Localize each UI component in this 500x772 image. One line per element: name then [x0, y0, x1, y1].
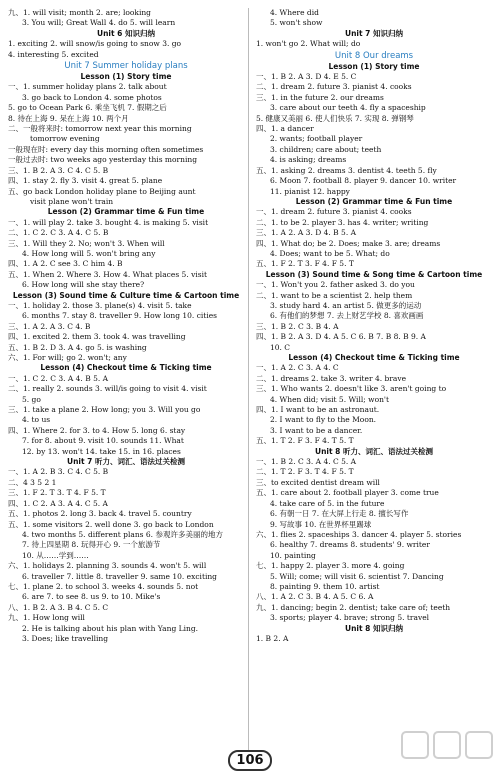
answer-line: 九、1. How long will — [8, 613, 85, 623]
answer-line: 1. won't go 2. What will; do — [256, 39, 361, 49]
answer-line: 二、1. dream 2. future 3. pianist 4. cooks — [256, 82, 412, 92]
section-heading: Unit 8 知识归纳 — [344, 623, 404, 633]
section-heading: Lesson (3) Sound time & Song time & Cartoon time — [265, 269, 483, 279]
answer-line: 1. B 2. A — [256, 633, 289, 643]
answer-line: 五、1. care about 2. football player 3. come true — [256, 488, 439, 498]
answer-line: 二、1. T 2. F 3. T 4. F 5. T — [256, 467, 354, 477]
answer-line: 一般过去时: two weeks ago yesterday this morning — [8, 155, 197, 165]
answer-line: 4. Does; want to be 5. What; do — [270, 248, 390, 258]
answer-line: 6. months 7. stay 8. traveller 9. How long 10. cities — [22, 311, 217, 321]
page-number — [228, 750, 272, 771]
answer-line: 4. is asking; dreams — [270, 155, 347, 165]
answer-line: 4. How long will 5. won't bring any — [22, 248, 156, 258]
answer-line: 4. to us — [22, 415, 51, 425]
answer-line: 三、1. take a plane 2. How long; you 3. Will you go — [8, 405, 201, 415]
answer-line: 五、1. some visitors 2. well done 3. go back to London — [8, 519, 214, 529]
answer-line: 四、1. I want to be an astronaut. — [256, 405, 380, 415]
unit-title: Unit 8 Our dreams — [334, 50, 414, 61]
page-number-text: 106 — [228, 750, 271, 771]
answer-line: 五、1. F 2. T 3. F 4. F 5. T — [256, 259, 354, 269]
answer-line: 六、1. For will; go 2. won't; any — [8, 353, 127, 362]
answer-line: 5. won't show — [270, 18, 323, 28]
unit-title: Unit 7 Summer holiday plans — [64, 61, 188, 72]
answer-line: 一、1. holiday 2. those 3. plane(s) 4. visit 5. take — [8, 300, 192, 310]
answer-line: 3. children; care about; teeth — [270, 144, 382, 154]
answer-line: 1. exciting 2. will snow/is going to snow 3. go — [8, 39, 182, 49]
answer-line: 6. are 7. to see 8. us 9. to 10. Mike's — [22, 592, 161, 602]
answer-line: 五、1. asking 2. dreams 3. dentist 4. teeth 5. fly — [256, 165, 437, 175]
answer-line: 三、1. B 2. C 3. B 4. A — [256, 321, 339, 331]
answer-line: 10. C — [270, 342, 291, 352]
answer-line: 4. Where did — [270, 8, 319, 17]
answer-line: 12. by 13. won't 14. take 15. in 16. places — [22, 446, 181, 456]
answer-line: 四、1. B 2. A 3. D 4. A 5. C 6. B 7. B 8. B 9. A — [256, 332, 426, 342]
answer-line: 一般现在时: every day this morning often sometimes — [8, 144, 204, 154]
answer-line: 四、1. excited 2. them 3. took 4. was travelling — [8, 332, 186, 342]
answer-line: 一、1. A 2. B 3. C 4. C 5. B — [8, 467, 109, 477]
answer-line: 6. 有他们的梦想 7. 去上财艺学校 8. 喜欢画画 — [270, 311, 424, 321]
answer-line: 3. You will; Great Wall 4. do 5. will learn — [22, 18, 176, 28]
section-heading: Unit 7 听力、词汇、语法过关检测 — [66, 457, 186, 467]
answer-line: 3. sports; player 4. brave; strong 5. travel — [270, 613, 430, 623]
answer-line: 11. pianist 12. happy — [270, 186, 350, 196]
answer-line: 6. Moon 7. football 8. player 9. dancer 10. writer — [270, 176, 457, 186]
answer-line: 三、1. F 2. T 3. T 4. F 5. T — [8, 488, 106, 498]
answer-line: 六、1. flies 2. spaceships 3. dancer 4. player 5. stories — [256, 529, 462, 539]
answer-line: 3. Does; like travelling — [22, 633, 109, 643]
answer-line: 三、1. A 2. A 3. C 4. B — [8, 321, 91, 331]
answer-line: 二、4 3 5 2 1 — [8, 477, 57, 487]
section-heading: Lesson (4) Checkout time & Ticking time — [288, 353, 460, 362]
section-heading: Lesson (3) Sound time & Culture time & Cartoon time — [12, 290, 240, 300]
answer-line: 五、1. When 2. Where 3. How 4. What places 5. visit — [8, 269, 207, 279]
answer-line: 2. I want to fly to the Moon. — [270, 415, 377, 425]
answer-line: 一、1. summer holiday plans 2. talk about — [8, 82, 167, 92]
answer-line: 七、1. happy 2. player 3. more 4. going — [256, 561, 405, 571]
section-heading: Unit 7 知识归纳 — [344, 28, 404, 38]
answer-line: visit plane won't train — [30, 196, 114, 206]
answer-line: 二、1. dreams 2. take 3. writer 4. brave — [256, 373, 407, 383]
answer-line: 五、1. T 2. F 3. F 4. T 5. T — [256, 436, 354, 446]
left-column — [8, 8, 244, 644]
answer-line: 6. 有朝一日 7. 在大屏上行走 8. 擅长写作 — [270, 509, 409, 519]
answer-line: 7. 待上四星期 8. 玩得开心 9. 一个旅游节 — [22, 540, 161, 550]
answer-line: tomorrow evening — [30, 134, 100, 144]
answer-line: 八、1. B 2. A 3. B 4. C 5. C — [8, 602, 109, 612]
answer-line: 一、1. C 2. C 3. A 4. B 5. A — [8, 373, 109, 383]
answer-line: 六、1. holidays 2. planning 3. sounds 4. won't 5. will — [8, 561, 207, 571]
answer-line: 3. care about our teeth 4. fly a spaceship — [270, 103, 426, 113]
section-heading: Lesson (2) Grammar time & Fun time — [295, 196, 453, 206]
section-heading: Lesson (1) Story time — [328, 61, 420, 71]
answer-line: 二、1. want to be a scientist 2. help them — [256, 290, 413, 300]
answer-line: 五、1. B 2. D 3. A 4. go 5. is washing — [8, 342, 147, 352]
answer-line: 四、1. A 2. C see 3. C him 4. B — [8, 259, 123, 269]
column-divider — [248, 8, 249, 750]
answer-line: 四、1. What do; be 2. Does; make 3. are; dreams — [256, 238, 441, 248]
watermark-logo — [400, 728, 496, 768]
answer-line: 3. I want to be a dancer. — [270, 425, 363, 435]
answer-line: 一、1. Won't you 2. father asked 3. do you — [256, 280, 415, 290]
answer-line: 8. 待在上海 9. 呆在上海 10. 两个月 — [8, 113, 129, 123]
answer-line: 四、1. C 2. A 3. A 4. C 5. A — [8, 498, 108, 508]
answer-line: 三、to excited dentist dream will — [256, 477, 380, 487]
answer-line: 九、1. dancing; begin 2. dentist; take care of; teeth — [256, 602, 451, 612]
answer-line: 九、1. will visit; month 2. are; looking — [8, 8, 151, 17]
answer-line: 二、一般将来时: tomorrow next year this morning — [8, 124, 192, 134]
answer-line: 二、1. really 2. sounds 3. will/is going to visit 4. visit — [8, 384, 207, 394]
answer-line: 5. go — [22, 394, 41, 404]
answer-line: 7. for 8. about 9. visit 10. sounds 11. What — [22, 436, 184, 446]
answer-line: 四、1. a dancer — [256, 124, 314, 134]
answer-line: 4. interesting 5. excited — [8, 49, 99, 59]
answer-line: 三、1. Who wants 2. doesn't like 3. aren't going to — [256, 384, 447, 394]
section-heading: Lesson (1) Story time — [80, 72, 172, 82]
answer-line: 2. wants; football player — [270, 134, 363, 144]
section-heading: Lesson (2) Grammar time & Fun time — [47, 207, 205, 217]
answer-line: 4. two months 5. different plans 6. 参观许多美丽的地方 — [22, 529, 223, 539]
answer-line: 一、1. B 2. C 3. A 4. C 5. A — [256, 457, 357, 467]
answer-line: 三、1. Will they 2. No; won't 3. When will — [8, 238, 165, 248]
answer-line: 3. go back to London 4. some photos — [22, 92, 162, 102]
answer-line: 五、1. photos 2. long 3. back 4. travel 5. country — [8, 509, 192, 519]
answer-line: 二、1. C 2. C 3. A 4. C 5. B — [8, 228, 109, 238]
answer-line: 5. go to Ocean Park 6. 乘坐飞机 7. 假期之后 — [8, 103, 167, 113]
answer-line: 三、1. A 2. A 3. D 4. B 5. A — [256, 228, 357, 238]
answer-line: 五、go back London holiday plane to Beijing aunt — [8, 186, 196, 196]
answer-line: 七、1. plane 2. to school 3. weeks 4. sounds 5. not — [8, 581, 199, 591]
answer-line: 5. Will; come; will visit 6. scientist 7. Dancing — [270, 571, 444, 581]
answer-line: 一、1. will play 2. take 3. bought 4. is making 5. visit — [8, 217, 209, 227]
answer-line: 2. He is talking about his plan with Yang Ling. — [22, 623, 199, 633]
answer-line: 三、1. B 2. A 3. C 4. C 5. B — [8, 165, 109, 175]
answer-line: 6. How long will she stay there? — [22, 280, 145, 290]
section-heading: Unit 8 听力、词汇、语法过关检测 — [314, 446, 434, 456]
answer-line: 四、1. Where 2. for 3. to 4. How 5. long 6. stay — [8, 425, 186, 435]
right-column — [256, 8, 492, 644]
answer-line: 9. 写故事 10. 在世界杯里踢球 — [270, 519, 372, 529]
answer-line: 3. study hard 4. an artist 5. 做更多的运动 — [270, 300, 422, 310]
answer-line: 一、1. A 2. C 3. A 4. C — [256, 363, 339, 373]
answer-line: 八、1. A 2. C 3. B 4. A 5. C 6. A — [256, 592, 374, 602]
answer-line: 4. When did; visit 5. Will; won't — [270, 394, 389, 404]
answer-line: 二、1. to be 2. player 3. has 4. writer; writing — [256, 217, 429, 227]
answer-line: 5. 健康又美丽 6. 使人们快乐 7. 实现 8. 弹钢琴 — [256, 113, 414, 123]
answer-line: 10. painting — [270, 550, 316, 560]
section-heading: Lesson (4) Checkout time & Ticking time — [40, 363, 212, 373]
answer-line: 三、1. in the future 2. our dreams — [256, 92, 384, 102]
answer-line: 一、1. dream 2. future 3. pianist 4. cooks — [256, 207, 412, 217]
answer-line: 四、1. stay 2. fly 3. visit 4. great 5. plane — [8, 176, 163, 186]
answer-line: 10. 从……学到…… — [22, 550, 89, 560]
answer-line: 4. take care of 5. in the future — [270, 498, 385, 508]
answer-line: 6. healthy 7. dreams 8. students' 9. writer — [270, 540, 430, 550]
section-heading: Unit 6 知识归纳 — [96, 28, 156, 38]
answer-line: 6. traveller 7. little 8. traveller 9. same 10. exciting — [22, 571, 217, 581]
answer-line: 一、1. B 2. A 3. D 4. E 5. C — [256, 72, 357, 82]
answer-line: 8. painting 9. them 10. artist — [270, 581, 380, 591]
